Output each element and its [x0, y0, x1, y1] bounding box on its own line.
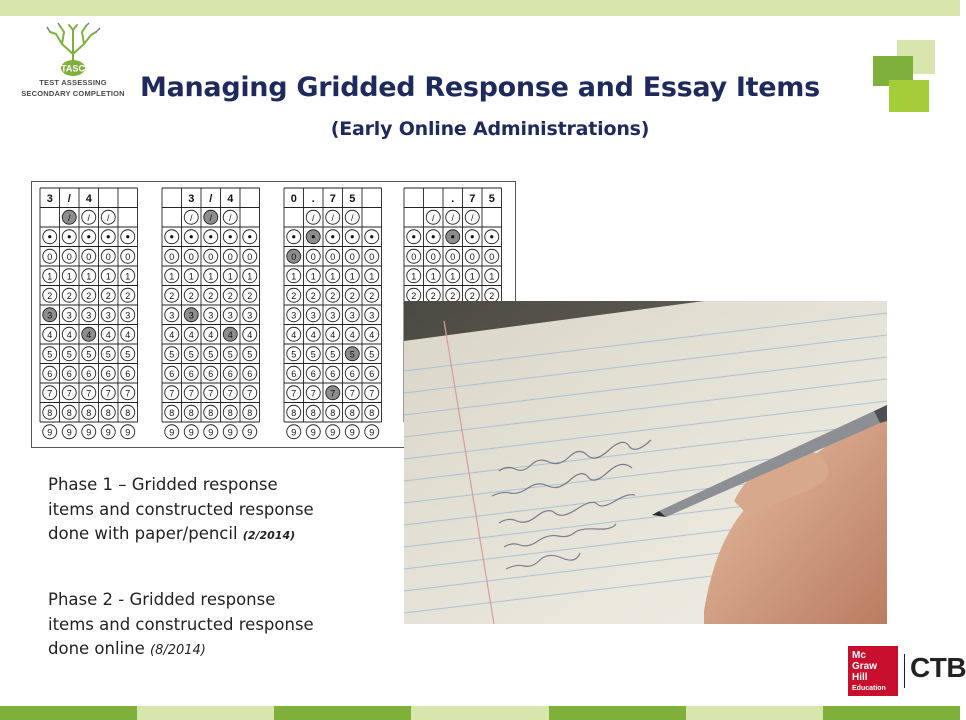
grid-bubble-digit-label: 6	[86, 368, 92, 379]
grid-bubble-digit-label: 4	[105, 329, 111, 340]
grid-bubble-digit-label: 9	[227, 427, 233, 438]
phase-2-text	[48, 588, 378, 664]
grid-bubble-digit-label: 0	[208, 251, 214, 262]
grid-bubble-digit-label: 1	[208, 271, 214, 282]
grid-bubble-digit-label: 2	[227, 290, 233, 301]
grid-bubble-digit-label: 2	[469, 290, 475, 301]
grid-bubble-digit-label: 8	[291, 407, 297, 418]
grid-entry-char: 7	[469, 193, 476, 206]
grid-bubble-digit-label: 7	[330, 388, 336, 399]
grid-entry-char: 0	[290, 193, 297, 206]
grid-bubble-digit-label: 1	[369, 271, 375, 282]
bottom-stripe-1	[137, 706, 274, 720]
grid-bubble-digit-label: 0	[125, 251, 131, 262]
bottom-stripe-2	[274, 706, 411, 720]
grid-bubble-digit-label: 4	[227, 329, 233, 340]
grid-bubble-digit-label: 7	[169, 388, 175, 399]
grid-bubble-digit-label: 6	[188, 368, 194, 379]
bottom-stripe-3	[411, 706, 548, 720]
top-accent-bar	[0, 0, 960, 16]
grid-bubble-dot-mark	[312, 235, 315, 238]
grid-bubble-dot-mark	[432, 235, 435, 238]
grid-bubble-digit-label: 2	[330, 290, 336, 301]
grid-bubble-digit-label: 7	[349, 388, 355, 399]
grid-bubble-digit-label: 7	[247, 388, 253, 399]
grid-bubble-digit-label: 5	[125, 349, 131, 360]
logo-line-2: SECONDARY COMPLETION	[21, 89, 125, 98]
grid-bubble-digit-label: 1	[86, 271, 92, 282]
grid-bubble-dot-mark	[126, 235, 129, 238]
grid-bubble-digit-label: 9	[125, 427, 131, 438]
grid-bubble-digit-label: 1	[105, 271, 111, 282]
grid-bubble-digit-label: 8	[169, 407, 175, 418]
grid-bubble-digit-label: 8	[105, 407, 111, 418]
handwriting-photo-icon	[404, 301, 887, 624]
mgh-line-3: Hill	[852, 672, 868, 683]
bottom-stripe-4	[549, 706, 686, 720]
grid-bubble-digit-label: 3	[227, 310, 233, 321]
grid-bubble-digit-label: 4	[66, 329, 72, 340]
phase-1-date: (2/2014)	[242, 529, 296, 542]
grid-bubble-digit-label: 8	[247, 407, 253, 418]
grid-bubble-digit-label: 0	[310, 251, 316, 262]
grid-bubble-digit-label: 0	[450, 251, 456, 262]
grid-bubble-digit-label: 6	[208, 368, 214, 379]
grid-bubble-digit-label: 5	[330, 349, 336, 360]
grid-bubble-digit-label: 0	[227, 251, 233, 262]
grid-bubble-digit-label: 7	[86, 388, 92, 399]
grid-bubble-digit-label: 2	[310, 290, 316, 301]
grid-bubble-digit-label: 0	[330, 251, 336, 262]
grid-bubble-digit-label: 2	[247, 290, 253, 301]
phase-1-line-2: items and constructed response	[48, 499, 314, 519]
grid-bubble-digit-label: 0	[489, 251, 495, 262]
grid-bubble-dot-mark	[209, 235, 212, 238]
phase-2-date: (8/2014)	[150, 643, 206, 658]
grid-bubble-dot-mark	[87, 235, 90, 238]
grid-bubble-digit-label: 6	[369, 368, 375, 379]
grid-bubble-dot-mark	[229, 235, 232, 238]
grid-bubble-digit-label: 1	[349, 271, 355, 282]
grid-entry-char: .	[451, 193, 455, 206]
grid-bubble-digit-label: 7	[310, 388, 316, 399]
grid-bubble-digit-label: 1	[125, 271, 131, 282]
phase-2-line-1: Phase 2 - Gridded response	[48, 590, 276, 609]
grid-bubble-digit-label: 9	[291, 427, 297, 438]
tasc-logo	[14, 22, 132, 108]
grid-bubble-digit-label: 0	[349, 251, 355, 262]
grid-bubble-slash-label: /	[470, 212, 474, 223]
grid-bubble-digit-label: 6	[105, 368, 111, 379]
grid-bubble-dot-mark	[370, 235, 373, 238]
grid-entry-char: 7	[329, 193, 336, 206]
grid-bubble-digit-label: 3	[66, 310, 72, 321]
grid-bubble-digit-label: 5	[105, 349, 111, 360]
grid-bubble-digit-label: 9	[86, 427, 92, 438]
grid-bubble-digit-label: 8	[86, 407, 92, 418]
grid-bubble-digit-label: 0	[291, 251, 297, 262]
grid-bubble-digit-label: 2	[349, 290, 355, 301]
grid-bubble-digit-label: 1	[47, 271, 53, 282]
grid-bubble-digit-label: 4	[208, 329, 214, 340]
grid-bubble-digit-label: 1	[310, 271, 316, 282]
grid-bubble-dot-mark	[471, 235, 474, 238]
grid-bubble-digit-label: 7	[125, 388, 131, 399]
grid-bubble-digit-label: 0	[169, 251, 175, 262]
grid-bubble-digit-label: 2	[169, 290, 175, 301]
grid-bubble-digit-label: 1	[330, 271, 336, 282]
grid-bubble-slash-label: /	[106, 212, 110, 223]
grid-bubble-digit-label: 3	[330, 310, 336, 321]
grid-bubble-digit-label: 6	[227, 368, 233, 379]
grid-bubble-digit-label: 5	[86, 349, 92, 360]
grid-bubble-digit-label: 8	[369, 407, 375, 418]
grid-bubble-dot-mark	[451, 235, 454, 238]
grid-bubble-slash-label: /	[228, 212, 232, 223]
grid-bubble-digit-label: 2	[411, 290, 417, 301]
grid-bubble-digit-label: 9	[369, 427, 375, 438]
grid-bubble-digit-label: 3	[169, 310, 175, 321]
mcgraw-hill-logo	[848, 646, 898, 696]
grid-bubble-digit-label: 9	[247, 427, 253, 438]
grid-bubble-digit-label: 4	[247, 329, 253, 340]
grid-bubble-digit-label: 8	[330, 407, 336, 418]
grid-bubble-digit-label: 8	[47, 407, 53, 418]
grid-bubble-digit-label: 4	[291, 329, 297, 340]
grid-bubble-digit-label: 6	[125, 368, 131, 379]
grid-bubble-digit-label: 2	[47, 290, 53, 301]
grid-bubble-digit-label: 9	[169, 427, 175, 438]
grid-bubble-digit-label: 9	[188, 427, 194, 438]
grid-bubble-digit-label: 9	[105, 427, 111, 438]
mgh-line-4: Education	[852, 685, 886, 692]
grid-bubble-dot-mark	[248, 235, 251, 238]
logo-badge: TASC	[61, 63, 85, 74]
grid-bubble-digit-label: 6	[330, 368, 336, 379]
grid-bubble-digit-label: 5	[291, 349, 297, 360]
grid-bubble-digit-label: 0	[86, 251, 92, 262]
grid-bubble-dot-mark	[490, 235, 493, 238]
grid-entry-char: 4	[85, 193, 92, 206]
grid-bubble-digit-label: 4	[330, 329, 336, 340]
grid-bubble-slash-label: /	[67, 212, 71, 223]
grid-bubble-digit-label: 2	[450, 290, 456, 301]
grid-bubble-digit-label: 5	[188, 349, 194, 360]
grid-bubble-digit-label: 5	[369, 349, 375, 360]
grid-bubble-digit-label: 8	[227, 407, 233, 418]
grid-bubble-digit-label: 1	[66, 271, 72, 282]
grid-bubble-digit-label: 2	[291, 290, 297, 301]
mgh-line-1: Mc	[852, 650, 866, 661]
grid-bubble-digit-label: 0	[188, 251, 194, 262]
bottom-stripe-5	[686, 706, 823, 720]
grid-bubble-digit-label: 2	[66, 290, 72, 301]
grid-bubble-digit-label: 8	[349, 407, 355, 418]
grid-bubble-dot-mark	[190, 235, 193, 238]
grid-bubble-digit-label: 7	[105, 388, 111, 399]
grid-bubble-digit-label: 5	[66, 349, 72, 360]
phase-2-line-2: items and constructed response	[48, 614, 314, 634]
grid-bubble-slash-label: /	[331, 212, 335, 223]
grid-bubble-digit-label: 7	[47, 388, 53, 399]
grid-bubble-digit-label: 6	[66, 368, 72, 379]
grid-bubble-digit-label: 6	[169, 368, 175, 379]
grid-bubble-digit-label: 7	[188, 388, 194, 399]
grid-bubble-digit-label: 2	[86, 290, 92, 301]
bottom-stripe-0	[0, 706, 137, 720]
grid-bubble-digit-label: 1	[411, 271, 417, 282]
grid-bubble-digit-label: 8	[208, 407, 214, 418]
grid-bubble-digit-label: 4	[169, 329, 175, 340]
grid-bubble-digit-label: 8	[310, 407, 316, 418]
accent-square-mid	[889, 80, 929, 112]
grid-bubble-digit-label: 4	[47, 329, 53, 340]
grid-bubble-digit-label: 1	[227, 271, 233, 282]
grid-bubble-digit-label: 3	[208, 310, 214, 321]
grid-bubble-digit-label: 7	[291, 388, 297, 399]
grid-bubble-digit-label: 4	[310, 329, 316, 340]
grid-bubble-digit-label: 9	[310, 427, 316, 438]
grid-bubble-digit-label: 1	[188, 271, 194, 282]
grid-bubble-digit-label: 0	[66, 251, 72, 262]
grid-bubble-digit-label: 3	[47, 310, 53, 321]
grid-bubble-digit-label: 4	[188, 329, 194, 340]
grid-bubble-digit-label: 2	[369, 290, 375, 301]
grid-bubble-digit-label: 9	[208, 427, 214, 438]
grid-bubble-digit-label: 5	[169, 349, 175, 360]
grid-bubble-digit-label: 0	[47, 251, 53, 262]
grid-bubble-dot-mark	[48, 235, 51, 238]
grid-bubble-dot-mark	[412, 235, 415, 238]
grid-entry-char: /	[67, 193, 71, 206]
grid-bubble-slash-label: /	[311, 212, 315, 223]
logo-separator	[904, 654, 905, 688]
grid-bubble-digit-label: 8	[66, 407, 72, 418]
grid-bubble-digit-label: 3	[369, 310, 375, 321]
phase-2-line-3-text: done online	[48, 639, 150, 658]
grid-bubble-dot-mark	[292, 235, 295, 238]
grid-bubble-dot-mark	[107, 235, 110, 238]
grid-entry-char: 5	[488, 193, 495, 206]
grid-bubble-slash-label: /	[209, 212, 213, 223]
grid-bubble-digit-label: 3	[310, 310, 316, 321]
grid-bubble-digit-label: 4	[349, 329, 355, 340]
grid-entry-char: 3	[188, 193, 195, 206]
grid-bubble-slash-label: /	[431, 212, 435, 223]
phase-1-line-1: Phase 1 – Gridded response	[48, 475, 278, 494]
bottom-stripe-6	[823, 706, 960, 720]
grid-bubble-digit-label: 0	[369, 251, 375, 262]
grid-bubble-digit-label: 2	[489, 290, 495, 301]
grid-bubble-digit-label: 8	[125, 407, 131, 418]
grid-bubble-digit-label: 9	[47, 427, 53, 438]
handwriting-photo	[404, 301, 887, 624]
grid-bubble-digit-label: 3	[125, 310, 131, 321]
grid-entry-char: .	[311, 193, 315, 206]
grid-bubble-digit-label: 2	[208, 290, 214, 301]
grid-bubble-digit-label: 7	[369, 388, 375, 399]
grid-bubble-digit-label: 1	[469, 271, 475, 282]
grid-bubble-digit-label: 6	[349, 368, 355, 379]
grid-bubble-slash-label: /	[87, 212, 91, 223]
grid-bubble-digit-label: 2	[105, 290, 111, 301]
grid-bubble-digit-label: 2	[430, 290, 436, 301]
grid-bubble-digit-label: 3	[105, 310, 111, 321]
grid-bubble-digit-label: 6	[310, 368, 316, 379]
grid-bubble-digit-label: 0	[411, 251, 417, 262]
grid-bubble-digit-label: 5	[247, 349, 253, 360]
grid-bubble-digit-label: 0	[430, 251, 436, 262]
slide-title: Managing Gridded Response and Essay Items	[140, 72, 820, 103]
grid-bubble-digit-label: 5	[349, 349, 355, 360]
grid-bubble-dot-mark	[68, 235, 71, 238]
grid-bubble-digit-label: 3	[247, 310, 253, 321]
grid-bubble-digit-label: 1	[430, 271, 436, 282]
grid-bubble-digit-label: 9	[349, 427, 355, 438]
phase-1-text	[48, 473, 378, 549]
grid-bubble-digit-label: 3	[188, 310, 194, 321]
grid-bubble-digit-label: 7	[66, 388, 72, 399]
slide-subtitle: (Early Online Administrations)	[330, 118, 650, 140]
grid-bubble-digit-label: 5	[208, 349, 214, 360]
grid-bubble-digit-label: 1	[291, 271, 297, 282]
grid-bubble-digit-label: 4	[369, 329, 375, 340]
grid-bubble-digit-label: 0	[247, 251, 253, 262]
grid-bubble-slash-label: /	[451, 212, 455, 223]
bottom-accent-stripes	[0, 706, 960, 720]
grid-bubble-digit-label: 4	[125, 329, 131, 340]
grid-bubble-digit-label: 9	[330, 427, 336, 438]
grid-bubble-digit-label: 2	[125, 290, 131, 301]
grid-bubble-dot-mark	[170, 235, 173, 238]
phase-1-line-3-text: done with paper/pencil	[48, 524, 243, 543]
grid-bubble-digit-label: 1	[169, 271, 175, 282]
grid-entry-char: 3	[46, 193, 53, 206]
grid-bubble-digit-label: 3	[349, 310, 355, 321]
grid-bubble-slash-label: /	[189, 212, 193, 223]
grid-bubble-digit-label: 3	[291, 310, 297, 321]
grid-bubble-digit-label: 3	[86, 310, 92, 321]
grid-bubble-digit-label: 5	[47, 349, 53, 360]
grid-entry-char: 4	[227, 193, 234, 206]
grid-bubble-digit-label: 4	[86, 329, 92, 340]
grid-bubble-digit-label: 6	[291, 368, 297, 379]
grid-bubble-slash-label: /	[350, 212, 354, 223]
grid-bubble-digit-label: 6	[247, 368, 253, 379]
grid-bubble-digit-label: 0	[105, 251, 111, 262]
grid-bubble-digit-label: 5	[227, 349, 233, 360]
phase-1-line-3	[48, 522, 378, 549]
grid-bubble-dot-mark	[351, 235, 354, 238]
grid-bubble-digit-label: 6	[47, 368, 53, 379]
ctb-logo: CTB	[910, 652, 966, 683]
grid-bubble-digit-label: 1	[247, 271, 253, 282]
grid-bubble-digit-label: 0	[469, 251, 475, 262]
mgh-line-2: Graw	[852, 661, 878, 672]
grid-entry-char: /	[209, 193, 213, 206]
grid-bubble-dot-mark	[331, 235, 334, 238]
grid-bubble-digit-label: 1	[450, 271, 456, 282]
grid-bubble-digit-label: 9	[66, 427, 72, 438]
grid-entry-char: 5	[349, 193, 356, 206]
grid-bubble-digit-label: 2	[188, 290, 194, 301]
logo-line-1: TEST ASSESSING	[39, 78, 107, 87]
grid-bubble-digit-label: 8	[188, 407, 194, 418]
phase-2-line-3	[48, 637, 378, 664]
grid-bubble-digit-label: 7	[227, 388, 233, 399]
grid-bubble-digit-label: 5	[310, 349, 316, 360]
tree-icon	[14, 22, 132, 86]
grid-bubble-digit-label: 1	[489, 271, 495, 282]
grid-bubble-digit-label: 7	[208, 388, 214, 399]
